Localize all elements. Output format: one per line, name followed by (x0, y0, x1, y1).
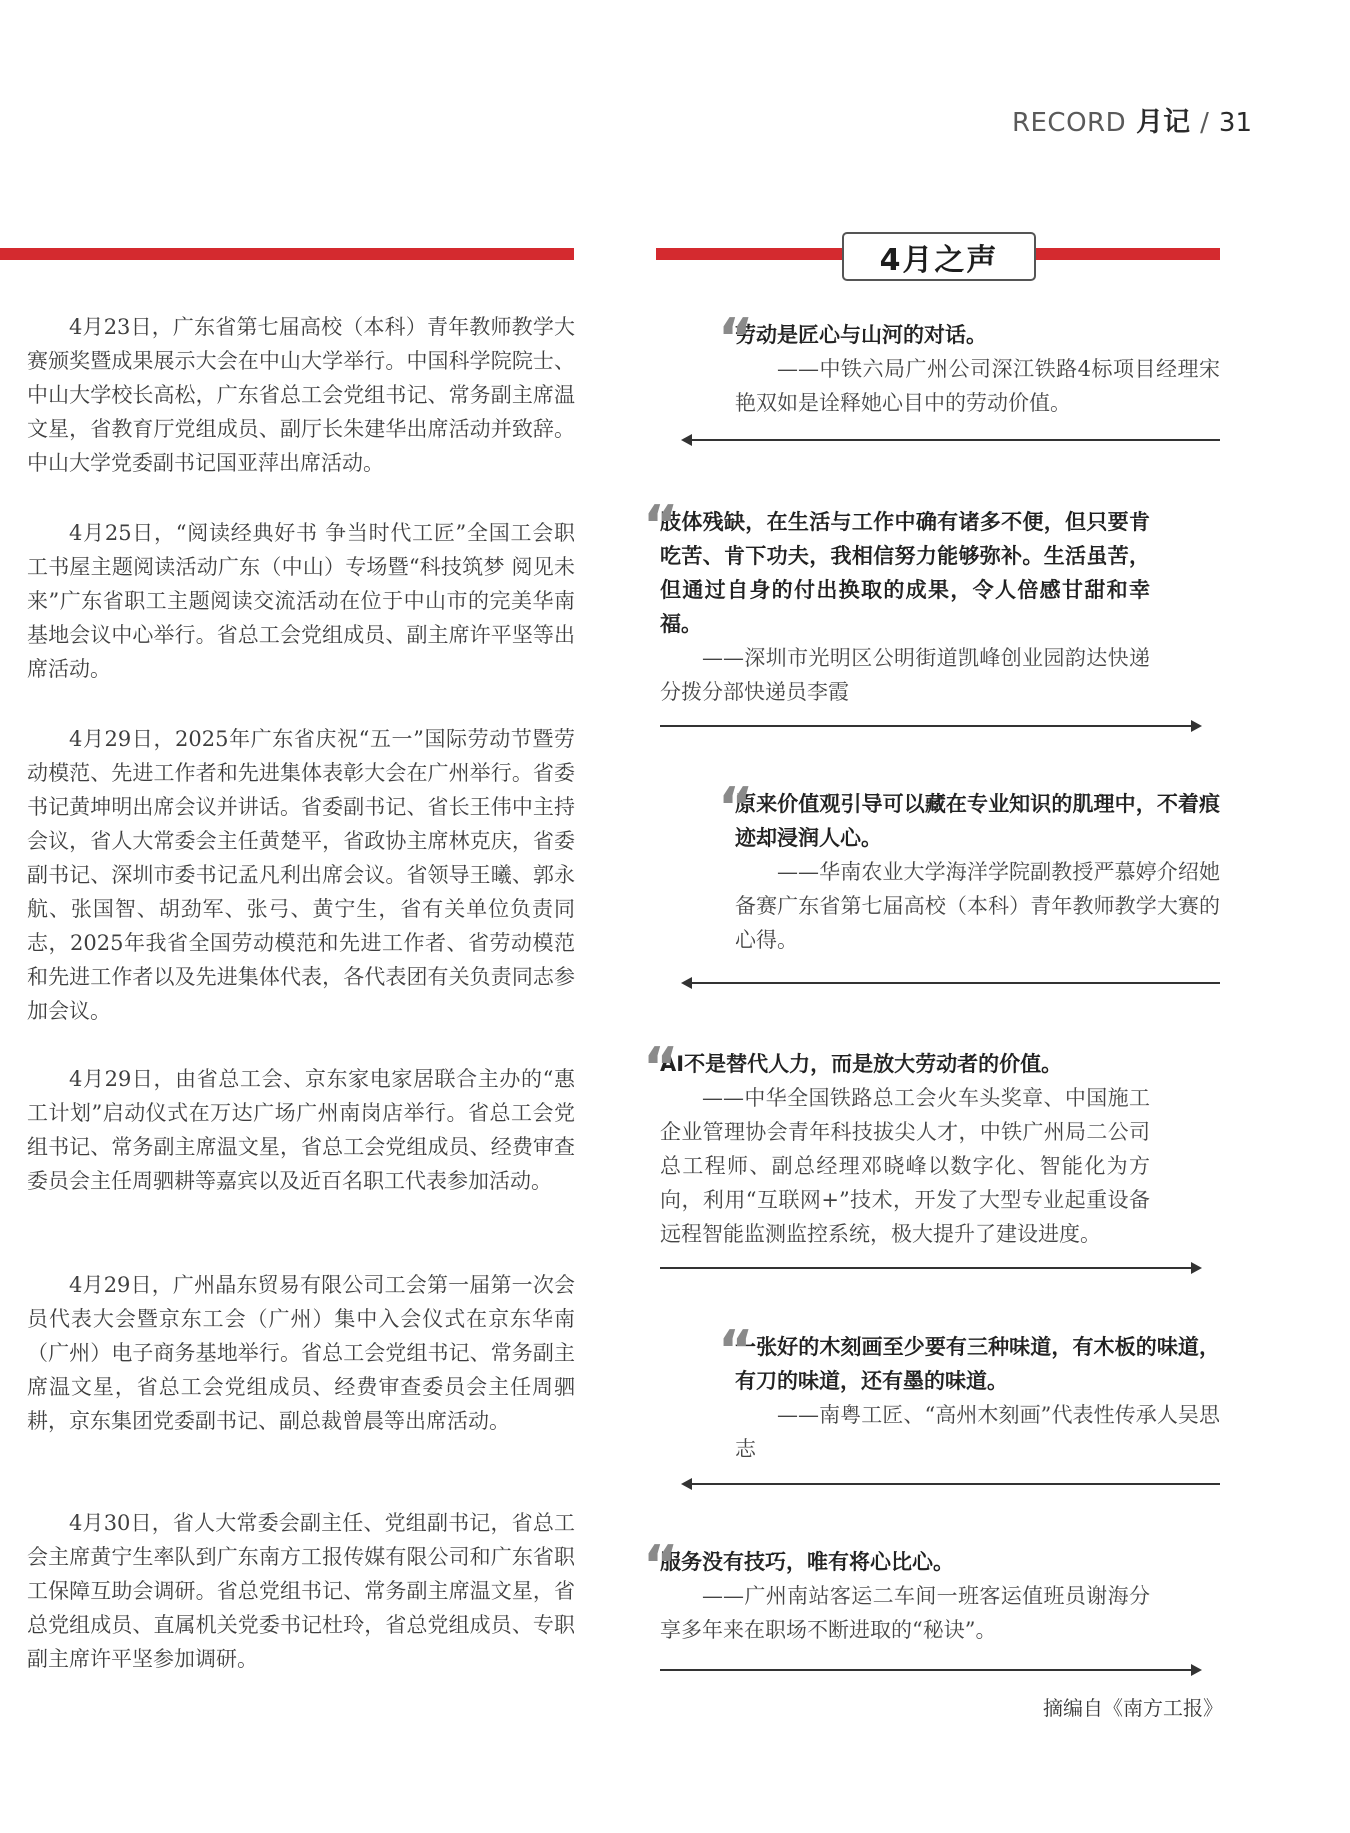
quote-block (735, 318, 1220, 420)
quote-attribution: ——中华全国铁路总工会火车头奖章、中国施工企业管理协会青年科技拔尖人才，中铁广州局二公司总工程师、副总经理邓晓峰以数字化、智能化为方向，利用“互联网+”技术，开发了大型专业起重设备远程智能监测监控系统，极大提升了建设进度。 (660, 1086, 1150, 1246)
source-credit: 摘编自《南方工报》 (1043, 1696, 1223, 1720)
voices-rule-left (656, 248, 842, 260)
quote-text: 服务没有技巧，唯有将心比心。 (660, 1550, 954, 1574)
quote-text: 肢体残缺，在生活与工作中确有诸多不便，但只要肯吃苦、肯下功夫，我相信努力能够弥补。生活虽苦，但通过自身的付出换取的成果，令人倍感甘甜和幸福。 (660, 510, 1150, 636)
news-item: 4月30日，省人大常委会副主任、党组副书记，省总工会主席黄宁生率队到广东南方工报传媒有限公司和广东省职工保障互助会调研。省总党组书记、常务副主席温文星，省总党组成员、直属机关党委书记杜玲，省总党组成员、专职副主席许平坚参加调研。 (27, 1511, 575, 1671)
right-arrow-rule-icon (660, 1267, 1200, 1269)
section-title: 月记 (1136, 107, 1191, 138)
quote-attribution: ——南粤工匠、“高州木刻画”代表性传承人吴思志 (735, 1403, 1220, 1461)
right-arrow-rule-icon (660, 1669, 1200, 1671)
news-item: 4月23日，广东省第七届高校（本科）青年教师教学大赛颁奖暨成果展示大会在中山大学举行。中国科学院院士、中山大学校长高松，广东省总工会党组书记、常务副主席温文星，省教育厅党组成员、副厅长朱建华出席活动并致辞。中山大学党委副书记国亚萍出席活动。 (27, 315, 575, 475)
voices-section-title: 4月之声 (842, 232, 1036, 281)
quote-block (660, 1047, 1150, 1251)
quote-block (660, 1545, 1150, 1647)
quote-mark-icon: “ (643, 494, 673, 557)
quote-text: 劳动是匠心与山河的对话。 (735, 323, 987, 347)
quote-attribution: ——广州南站客运二车间一班客运值班员谢海分享多年来在职场不断进取的“秘诀”。 (660, 1584, 1150, 1642)
quote-attribution: ——深圳市光明区公明街道凯峰创业园韵达快递分拨分部快递员李霞 (660, 646, 1150, 704)
quote-mark-icon: “ (643, 1036, 673, 1099)
quote-attribution: ——中铁六局广州公司深江铁路4标项目经理宋艳双如是诠释她心目中的劳动价值。 (735, 357, 1220, 415)
quote-mark-icon: “ (718, 776, 748, 839)
news-item: 4月29日，2025年广东省庆祝“五一”国际劳动节暨劳动模范、先进工作者和先进集体表彰大会在广州举行。省委书记黄坤明出席会议并讲话。省委副书记、省长王伟中主持会议，省人大常委会主任黄楚平，省政协主席林克庆，省委副书记、深圳市委书记孟凡利出席会议。省领导王曦、郭永航、张国智、胡劲军、张弓、黄宁生，省有关单位负责同志，2025年我省全国劳动模范和先进工作者、省劳动模范和先进工作者以及先进集体代表，各代表团有关负责同志参加会议。 (27, 727, 575, 1023)
quote-mark-icon: “ (718, 1319, 748, 1382)
news-column-rule (0, 248, 574, 260)
quote-attribution: ——华南农业大学海洋学院副教授严慕婷介绍她备赛广东省第七届高校（本科）青年教师教学大赛的心得。 (735, 860, 1220, 952)
quote-block (735, 787, 1220, 957)
quote-block (735, 1330, 1220, 1466)
record-label: RECORD (1011, 108, 1127, 138)
header-separator: / (1200, 108, 1209, 138)
quote-block (660, 505, 1150, 709)
right-arrow-rule-icon (660, 725, 1200, 727)
left-arrow-rule-icon (683, 1483, 1220, 1485)
left-arrow-rule-icon (683, 439, 1220, 441)
quote-text: 原来价值观引导可以藏在专业知识的肌理中，不着痕迹却浸润人心。 (735, 792, 1220, 850)
news-item: 4月29日，由省总工会、京东家电家居联合主办的“惠工计划”启动仪式在万达广场广州南岗店举行。省总工会党组书记、常务副主席温文星，省总工会党组成员、经费审查委员会主任周驷耕等嘉宾以及近百名职工代表参加活动。 (27, 1067, 575, 1193)
quote-mark-icon: “ (718, 307, 748, 370)
voices-rule-right (1034, 248, 1220, 260)
page-header (1012, 100, 1252, 139)
page-number: 31 (1218, 108, 1252, 138)
news-item: 4月25日，“阅读经典好书 争当时代工匠”全国工会职工书屋主题阅读活动广东（中山）专场暨“科技筑梦 阅见未来”广东省职工主题阅读交流活动在位于中山市的完美华南基地会议中心举行。省总工会党组成员、副主席许平坚等出席活动。 (27, 521, 575, 681)
left-arrow-rule-icon (683, 982, 1220, 984)
quote-text: AI不是替代人力，而是放大劳动者的价值。 (660, 1052, 1063, 1076)
news-item: 4月29日，广州晶东贸易有限公司工会第一届第一次会员代表大会暨京东工会（广州）集中入会仪式在京东华南（广州）电子商务基地举行。省总工会党组书记、常务副主席温文星，省总工会党组成员、经费审查委员会主任周驷耕，京东集团党委副书记、副总裁曾晨等出席活动。 (27, 1273, 575, 1433)
quote-mark-icon: “ (643, 1534, 673, 1597)
quote-text: 一张好的木刻画至少要有三种味道，有木板的味道，有刀的味道，还有墨的味道。 (735, 1335, 1220, 1393)
